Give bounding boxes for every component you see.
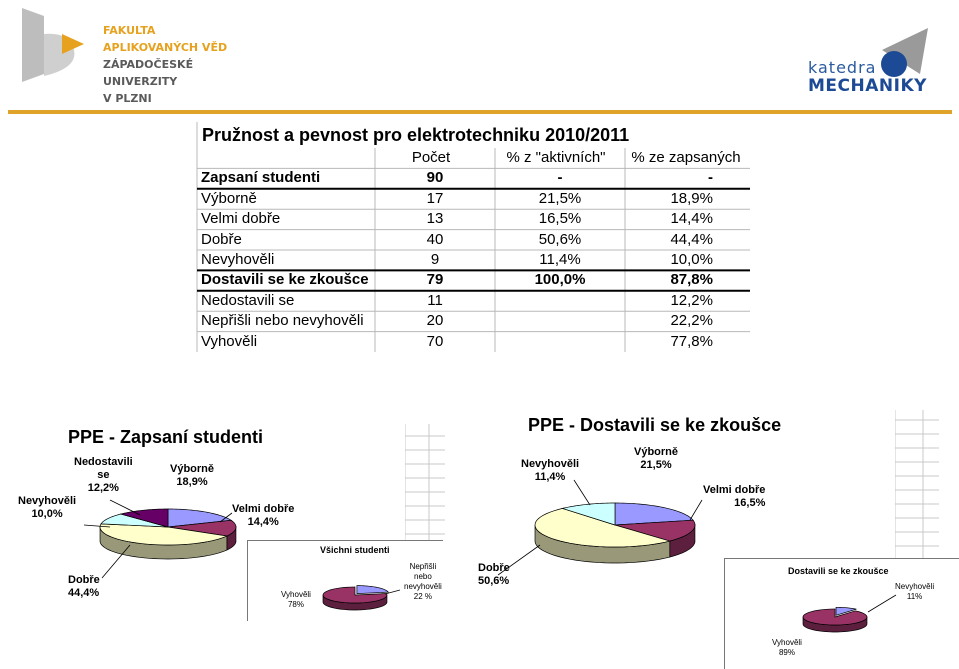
table-cell-pct-enrolled: 87,8%	[670, 271, 713, 289]
table-cell-pct-active: 100,0%	[534, 271, 586, 289]
table-row-label: Dobře	[201, 230, 242, 248]
table-cell-count: 13	[426, 210, 444, 228]
table-row-label: Dostavili se ke zkoušce	[201, 271, 369, 289]
pie-label: Dobře 50,6%	[478, 562, 510, 587]
chart-title-attended: PPE - Dostavili se ke zkoušce	[528, 415, 782, 435]
table-cell-pct-active: 21,5%	[538, 189, 582, 207]
department-title: MECHANIKY	[808, 76, 927, 96]
table-cell-pct-enrolled: 12,2%	[670, 291, 713, 309]
table-cell-pct-enrolled: 10,0%	[670, 251, 713, 268]
table-cell-count: 20	[426, 312, 444, 330]
table-cell-count: 9	[430, 251, 440, 268]
table-column-header: Počet	[411, 149, 451, 166]
pie-label: Velmi dobře 16,5%	[703, 484, 766, 509]
table-cell-count: 79	[426, 271, 444, 289]
table-cell-pct-active: -	[557, 169, 563, 187]
pie-label: Velmi dobře 14,4%	[232, 503, 295, 528]
table-row-label: Vyhověli	[201, 332, 258, 350]
table-cell-pct-enrolled: 18,9%	[670, 189, 713, 207]
faculty-line: ZÁPADOČESKÉ	[103, 58, 194, 71]
inset-pie-label: Nevyhověli 11%	[895, 582, 935, 601]
table-title: Pružnost a pevnost pro elektrotechniku 2010/2011	[202, 125, 630, 145]
inset-title-all-students: Všichni studenti	[320, 545, 390, 555]
table-cell-pct-active: 11,4%	[539, 251, 581, 268]
pie-label: Výborně 18,9%	[170, 463, 215, 488]
table-cell-count: 90	[426, 169, 444, 187]
chart-title-enrolled: PPE - Zapsaní studenti	[68, 427, 264, 447]
table-row-label: Velmi dobře	[201, 210, 281, 228]
table-cell-pct-enrolled: 22,2%	[670, 312, 713, 330]
table-row-label: Nevyhověli	[201, 251, 275, 268]
pie-label: Nedostavili se 12,2%	[74, 456, 133, 494]
inset-pie-label: Nepřišli nebo nevyhověli 22 %	[404, 562, 442, 601]
pie-label: Nevyhověli 10,0%	[18, 495, 77, 520]
pie-label: Nevyhověli 11,4%	[521, 458, 580, 483]
table-cell-pct-enrolled: 14,4%	[670, 210, 713, 228]
table-column-header: % z "aktivních"	[506, 149, 606, 166]
faculty-line: APLIKOVANÝCH VĚD	[103, 41, 228, 54]
table-cell-pct-enrolled: 44,4%	[670, 230, 713, 248]
table-cell-count: 17	[426, 189, 444, 207]
inset-pie-label: Vyhověli 78%	[281, 590, 311, 609]
table-row-label: Nepřišli nebo nevyhověli	[201, 312, 364, 330]
table-cell-count: 40	[426, 230, 444, 248]
table-column-header: % ze zapsaných	[631, 149, 741, 166]
pie-label: Dobře 44,4%	[68, 574, 100, 599]
faculty-line: V PLZNI	[103, 92, 152, 105]
table-row-label: Nedostavili se	[201, 291, 295, 309]
department-prefix: katedra	[808, 58, 877, 77]
inset-title-attended: Dostavili se ke zkoušce	[788, 566, 889, 576]
pie-label: Výborně 21,5%	[634, 446, 679, 471]
inset-pie-label: Vyhověli 89%	[772, 638, 802, 657]
table-cell-pct-enrolled: -	[708, 169, 713, 187]
table-cell-count: 11	[427, 291, 443, 309]
table-row-label: Zapsaní studenti	[201, 169, 321, 187]
table-cell-count: 70	[426, 332, 444, 350]
table-row-label: Výborně	[201, 189, 257, 207]
table-cell-pct-active: 50,6%	[538, 230, 582, 248]
table-cell-pct-enrolled: 77,8%	[670, 332, 713, 350]
table-cell-pct-active: 16,5%	[538, 210, 582, 228]
faculty-line: UNIVERZITY	[103, 75, 178, 88]
faculty-line: FAKULTA	[103, 24, 156, 37]
